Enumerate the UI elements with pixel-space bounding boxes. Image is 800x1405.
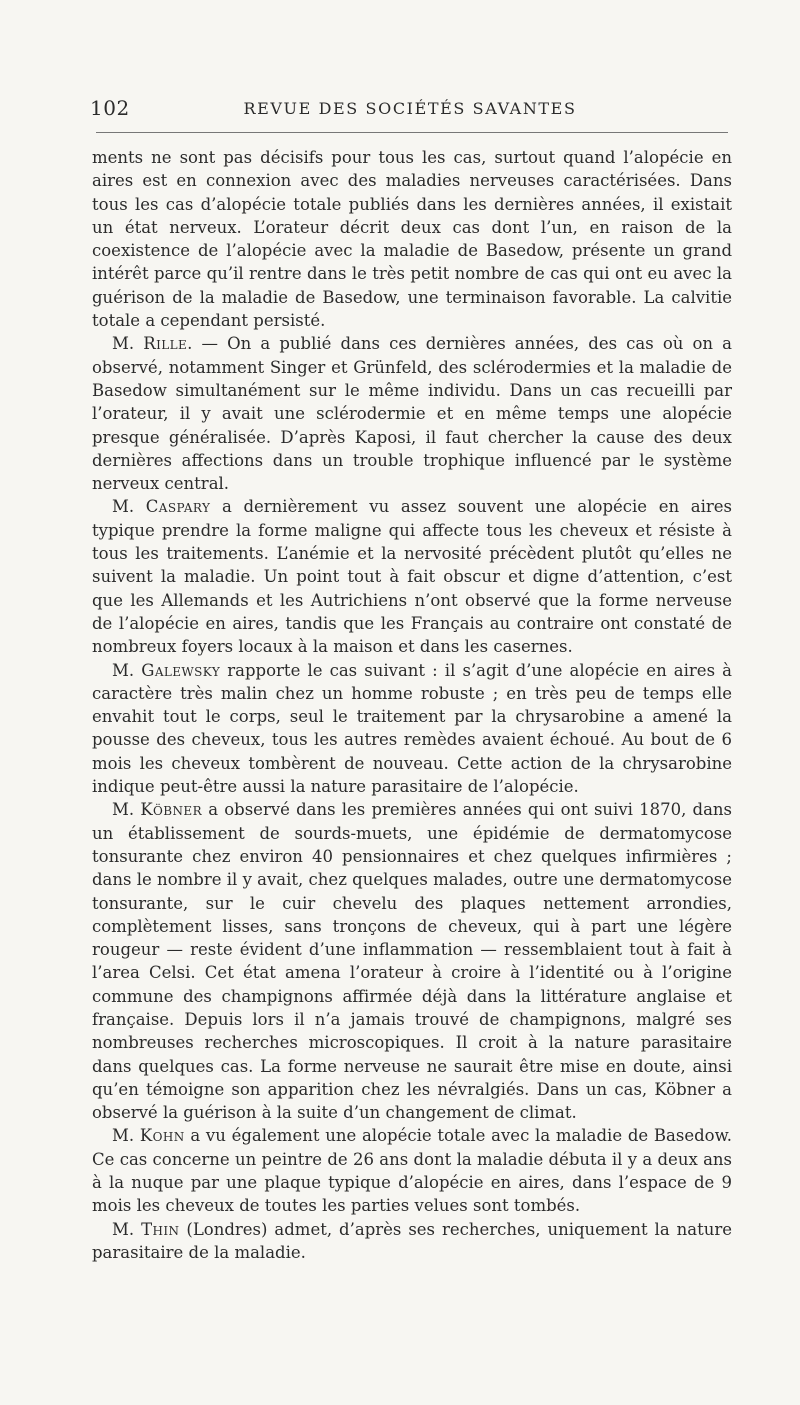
paragraph-thin <box>92 1218 732 1265</box>
speaker-name: Caspary <box>145 497 211 517</box>
speaker-prefix: M. <box>112 800 141 820</box>
speaker-name: Galewsky <box>141 660 221 680</box>
speaker-name: Köbner <box>140 800 203 820</box>
speaker-prefix: M. <box>112 1219 142 1239</box>
page-number: 102 <box>90 96 130 120</box>
paragraph-galewsky <box>92 659 732 799</box>
page-header <box>90 96 730 126</box>
paragraph-text: a vu également une alopécie totale avec la maladie de Basedow. Ce cas concerne un peintre de 26 ans dont la maladie débuta il y a deux ans à la nuque par une plaque typique d’alopécie en aires, dans l’espace de 9 mois les cheveux de toutes les parties velues sont tombés. <box>92 1126 732 1216</box>
paragraph-caspary <box>92 495 732 658</box>
running-title: REVUE DES SOCIÉTÉS SAVANTES <box>243 99 577 118</box>
paragraph-text: ments ne sont pas décisifs pour tous les cas, surtout quand l’alopécie en aires est en connexion avec des maladies nerveuses caractérisées. Dans tous les cas d’alopécie totale publiés dans les dernières années, il existait un état nerveux. L’orateur décrit deux cas dont l’un, en raison de la coexistence de l’alopécie avec la maladie de Basedow, présente un grand intérêt parce qu’il rentre dans le très petit nombre de cas qui ont eu avec la guérison de la maladie de Basedow, une terminaison favorable. La calvitie totale a cependant persisté. <box>92 148 732 331</box>
speaker-name: Rille <box>143 334 188 354</box>
paragraph-text: a observé dans les premières années qui ont suivi 1870, dans un établissement de sourds-muets, une épidémie de dermatomycose tonsurante chez environ 40 pensionnaires et chez quelques infirmières ; dans le nombre il y avait, chez quelques malades, outre une dermatomycose tonsurante, sur le cuir chevelu des plaques nettement arrondies, complètement lisses, sans tronçons de cheveux, qui à part une légère rougeur — reste évident d’une inflammation — ressemblaient tout à fait à l’area Celsi. Cet état amena l’orateur à croire à l’identité ou à l’origine commune des champignons affirmée déjà dans la littérature anglaise et française. Depuis lors il n’a jamais trouvé de champignons, malgré ses nombreuses recherches microscopiques. Il croit à la nature parasitaire dans quelques cas. La forme nerveuse ne saurait être mise en doute, ainsi qu’en témoigne son apparition chez les névralgiés. Dans un cas, Köbner a observé la guérison à la suite d’un changement de climat. <box>92 800 733 1123</box>
paragraph-text: (Londres) admet, d’après ses recherches, uniquement la nature parasitaire de la maladie. <box>92 1219 733 1262</box>
paragraph-kohn <box>92 1124 732 1217</box>
paragraph-rille <box>92 332 732 495</box>
header-rule <box>96 132 728 133</box>
speaker-prefix: M. <box>112 1126 140 1146</box>
speaker-prefix: M. <box>112 334 144 354</box>
article-body <box>92 146 732 1264</box>
paragraph-text: . — On a publié dans ces dernières années, des cas où on a observé, notamment Singer et Grünfeld, des sclérodermies et la maladie de Basedow simultanément sur le même individu. Dans un cas recueilli par l’orateur, il y avait une sclérodermie et en même temps une alopécie presque généralisée. D’après Kaposi, il faut chercher la cause des deux dernières affections dans un trouble trophique influencé par le système nerveux central. <box>92 334 733 494</box>
speaker-prefix: M. <box>112 497 146 517</box>
paragraph-text: rapporte le cas suivant : il s’agit d’une alopécie en aires à caractère très malin chez un homme robuste ; en très peu de temps elle envahit tout le corps, seul le traitement par la chrysarobine a amené la pousse des cheveux, tous les autres remèdes avaient échoué. Au bout de 6 mois les cheveux tombèrent de nouveau. Cette action de la chrysarobine indique peut-être aussi la nature parasitaire de l’alopécie. <box>92 660 732 797</box>
speaker-name: Thin <box>141 1219 180 1239</box>
paragraph-continuation <box>92 146 732 332</box>
speaker-prefix: M. <box>112 660 142 680</box>
paragraph-text: a dernièrement vu assez souvent une alopécie en aires typique prendre la forme maligne qui affecte tous les cheveux et résiste à tous les traitements. L’anémie et la nervosité précèdent plutôt qu’elles ne suivent la maladie. Un point tout à fait obscur et digne d’attention, c’est que les Allemands et les Autrichiens n’ont observé que la forme nerveuse de l’alopécie en aires, tandis que les Français au contraire ont constaté de nombreux foyers locaux à la maison et dans les casernes. <box>92 497 732 657</box>
speaker-name: Kohn <box>139 1126 185 1146</box>
paragraph-kobner <box>92 798 732 1124</box>
